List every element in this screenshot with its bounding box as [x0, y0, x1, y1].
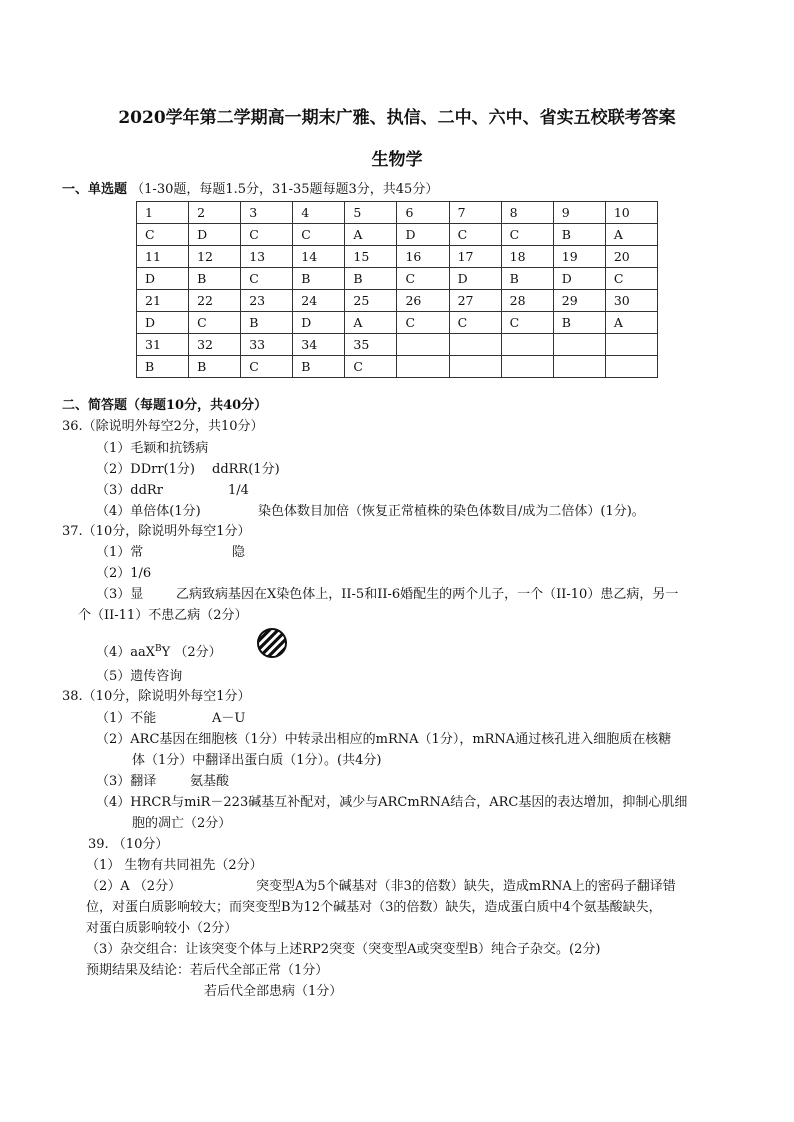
- q38-line-1b: A－U: [212, 711, 246, 726]
- q37-line-1a: （1）常: [96, 545, 144, 560]
- q38-line-1a: （1）不能: [96, 711, 157, 726]
- table-cell: C: [137, 224, 189, 246]
- table-cell: C: [241, 224, 293, 246]
- q38-line-3b: 氨基酸: [190, 774, 230, 789]
- q39-line-2d: 对蛋白质影响较小（2分）: [86, 921, 238, 936]
- q37-genotype-superscript: B: [155, 644, 162, 654]
- table-cell: C: [449, 312, 501, 334]
- table-cell: 33: [241, 334, 293, 356]
- table-cell: C: [345, 356, 397, 378]
- table-cell: 4: [293, 202, 345, 224]
- table-cell: C: [449, 224, 501, 246]
- table-cell: B: [345, 268, 397, 290]
- table-cell: 7: [449, 202, 501, 224]
- q36-line-1: （1）毛颖和抗锈病: [96, 441, 209, 456]
- q37-line-3b: 乙病致病基因在X染色体上，II-5和II-6婚配生的两个儿子，一个（II-10）患乙病，另一: [176, 587, 679, 602]
- table-cell: D: [553, 268, 605, 290]
- table-cell: 22: [189, 290, 241, 312]
- q39-line-4b: 若后代全部患病（1分）: [204, 984, 343, 999]
- hatched-circle-symbol: [257, 628, 287, 658]
- table-cell: A: [345, 224, 397, 246]
- table-cell: C: [501, 224, 553, 246]
- section1-header: [62, 181, 438, 199]
- table-cell: B: [241, 312, 293, 334]
- table-cell: 1: [137, 202, 189, 224]
- table-cell: [449, 356, 501, 378]
- table-row: [137, 312, 658, 334]
- q37-line-2: （2）1/6: [96, 566, 152, 581]
- table-cell: D: [293, 312, 345, 334]
- table-cell: [553, 356, 605, 378]
- table-cell: C: [241, 268, 293, 290]
- table-cell: D: [397, 224, 449, 246]
- table-cell: D: [449, 268, 501, 290]
- table-cell: A: [605, 312, 657, 334]
- table-cell: B: [189, 268, 241, 290]
- table-cell: 6: [397, 202, 449, 224]
- table-cell: 30: [605, 290, 657, 312]
- table-cell: 27: [449, 290, 501, 312]
- q37-genotype-prefix: （4）aaX: [96, 645, 156, 660]
- table-cell: 3: [241, 202, 293, 224]
- table-cell: [449, 334, 501, 356]
- table-cell: 31: [137, 334, 189, 356]
- table-cell: 8: [501, 202, 553, 224]
- q39-line-3: （3）杂交组合：让该突变个体与上述RP2突变（突变型A或突变型B）纯合子杂交。(2分): [86, 942, 601, 957]
- table-cell: 12: [189, 246, 241, 268]
- table-row: [137, 356, 658, 378]
- table-cell: 26: [397, 290, 449, 312]
- section2-heading: 二、简答题（每题10分，共40分）: [62, 398, 268, 413]
- table-cell: 9: [553, 202, 605, 224]
- section1-heading: 一、单选题: [62, 182, 128, 197]
- table-cell: B: [501, 268, 553, 290]
- q38-line-2a: （2）ARC基因在细胞核（1分）中转录出相应的mRNA（1分），mRNA通过核孔进入细胞质在核糖: [96, 732, 672, 747]
- q39-heading: 39. （10分）: [88, 837, 169, 852]
- q36-line-2b: ddRR(1分): [212, 462, 280, 477]
- table-cell: 14: [293, 246, 345, 268]
- table-cell: D: [189, 224, 241, 246]
- table-cell: 25: [345, 290, 397, 312]
- table-cell: 24: [293, 290, 345, 312]
- q39-line-2b: 突变型A为5个碱基对（非3的倍数）缺失，造成mRNA上的密码子翻译错: [256, 879, 676, 894]
- table-cell: C: [501, 312, 553, 334]
- table-cell: C: [189, 312, 241, 334]
- subject-title: 生物学: [371, 150, 423, 170]
- q37-line-3c: 个（II-11）不患乙病（2分）: [78, 608, 248, 623]
- table-cell: 35: [345, 334, 397, 356]
- table-cell: A: [605, 224, 657, 246]
- table-cell: 23: [241, 290, 293, 312]
- table-cell: 20: [605, 246, 657, 268]
- q38-line-2b: 体（1分）中翻译出蛋白质（1分）。(共4分): [132, 753, 382, 768]
- q38-line-3a: （3）翻译: [96, 774, 157, 789]
- q39-line-2a: （2）A （2分）: [86, 879, 182, 894]
- table-cell: 11: [137, 246, 189, 268]
- table-cell: [501, 356, 553, 378]
- table-cell: C: [605, 268, 657, 290]
- table-cell: 13: [241, 246, 293, 268]
- table-cell: D: [137, 268, 189, 290]
- table-cell: A: [345, 312, 397, 334]
- table-cell: B: [189, 356, 241, 378]
- table-row: [137, 224, 658, 246]
- table-cell: B: [553, 224, 605, 246]
- answer-table: [136, 201, 658, 378]
- table-cell: [501, 334, 553, 356]
- page-title: 2020学年第二学期高一期末广雅、执信、二中、六中、省实五校联考答案: [118, 108, 676, 128]
- q37-line-1b: 隐: [232, 545, 246, 560]
- q39-line-1: （1） 生物有共同祖先（2分）: [86, 858, 263, 873]
- q38-line-4a: （4）HRCR与miR－223碱基互补配对，减少与ARCmRNA结合，ARC基因的表达增加，抑制心肌细: [96, 795, 688, 810]
- table-cell: B: [293, 356, 345, 378]
- q37-line-5: （5）遗传咨询: [96, 669, 183, 684]
- q37-line-3a: （3）显: [96, 587, 144, 602]
- table-cell: D: [137, 312, 189, 334]
- table-cell: 17: [449, 246, 501, 268]
- table-cell: 21: [137, 290, 189, 312]
- table-row: [137, 268, 658, 290]
- q36-line-4b: 染色体数目加倍（恢复正常植株的染色体数目/成为二倍体）(1分)。: [258, 504, 645, 519]
- q37-genotype-suffix: Y （2分）: [161, 645, 222, 660]
- q39-line-2c: 位，对蛋白质影响较大；而突变型B为12个碱基对（3的倍数）缺失，造成蛋白质中4个氨基酸缺失，: [86, 900, 662, 915]
- table-cell: [553, 334, 605, 356]
- q36-heading: 36.（除说明外每空2分，共10分）: [62, 419, 264, 434]
- table-row: [137, 202, 658, 224]
- table-cell: C: [293, 224, 345, 246]
- table-row: [137, 334, 658, 356]
- table-cell: B: [293, 268, 345, 290]
- table-cell: C: [241, 356, 293, 378]
- q37-line-4: [96, 644, 222, 663]
- table-cell: 28: [501, 290, 553, 312]
- table-cell: 16: [397, 246, 449, 268]
- q38-line-4b: 胞的凋亡（2分）: [132, 816, 232, 831]
- table-cell: [397, 334, 449, 356]
- q36-line-3b: 1/4: [228, 483, 249, 498]
- table-cell: 32: [189, 334, 241, 356]
- table-cell: 29: [553, 290, 605, 312]
- table-cell: 34: [293, 334, 345, 356]
- table-cell: C: [397, 268, 449, 290]
- q36-line-3a: （3）ddRr: [96, 483, 163, 498]
- table-cell: B: [553, 312, 605, 334]
- q38-heading: 38.（10分，除说明外每空1分）: [62, 689, 251, 704]
- table-cell: 5: [345, 202, 397, 224]
- table-cell: 15: [345, 246, 397, 268]
- q36-line-2a: （2）DDrr(1分): [96, 462, 195, 477]
- table-row: [137, 246, 658, 268]
- table-cell: [605, 334, 657, 356]
- q37-heading: 37.（10分，除说明外每空1分）: [62, 524, 251, 539]
- table-cell: [397, 356, 449, 378]
- table-cell: C: [397, 312, 449, 334]
- table-cell: [605, 356, 657, 378]
- table-cell: B: [137, 356, 189, 378]
- q39-line-4a: 预期结果及结论：若后代全部正常（1分）: [86, 963, 329, 978]
- section1-note: （1-30题，每题1.5分，31-35题每题3分，共45分）: [131, 182, 439, 197]
- table-cell: 10: [605, 202, 657, 224]
- table-cell: 19: [553, 246, 605, 268]
- table-row: [137, 290, 658, 312]
- q36-line-4a: （4）单倍体(1分): [96, 504, 201, 519]
- table-cell: 2: [189, 202, 241, 224]
- table-cell: 18: [501, 246, 553, 268]
